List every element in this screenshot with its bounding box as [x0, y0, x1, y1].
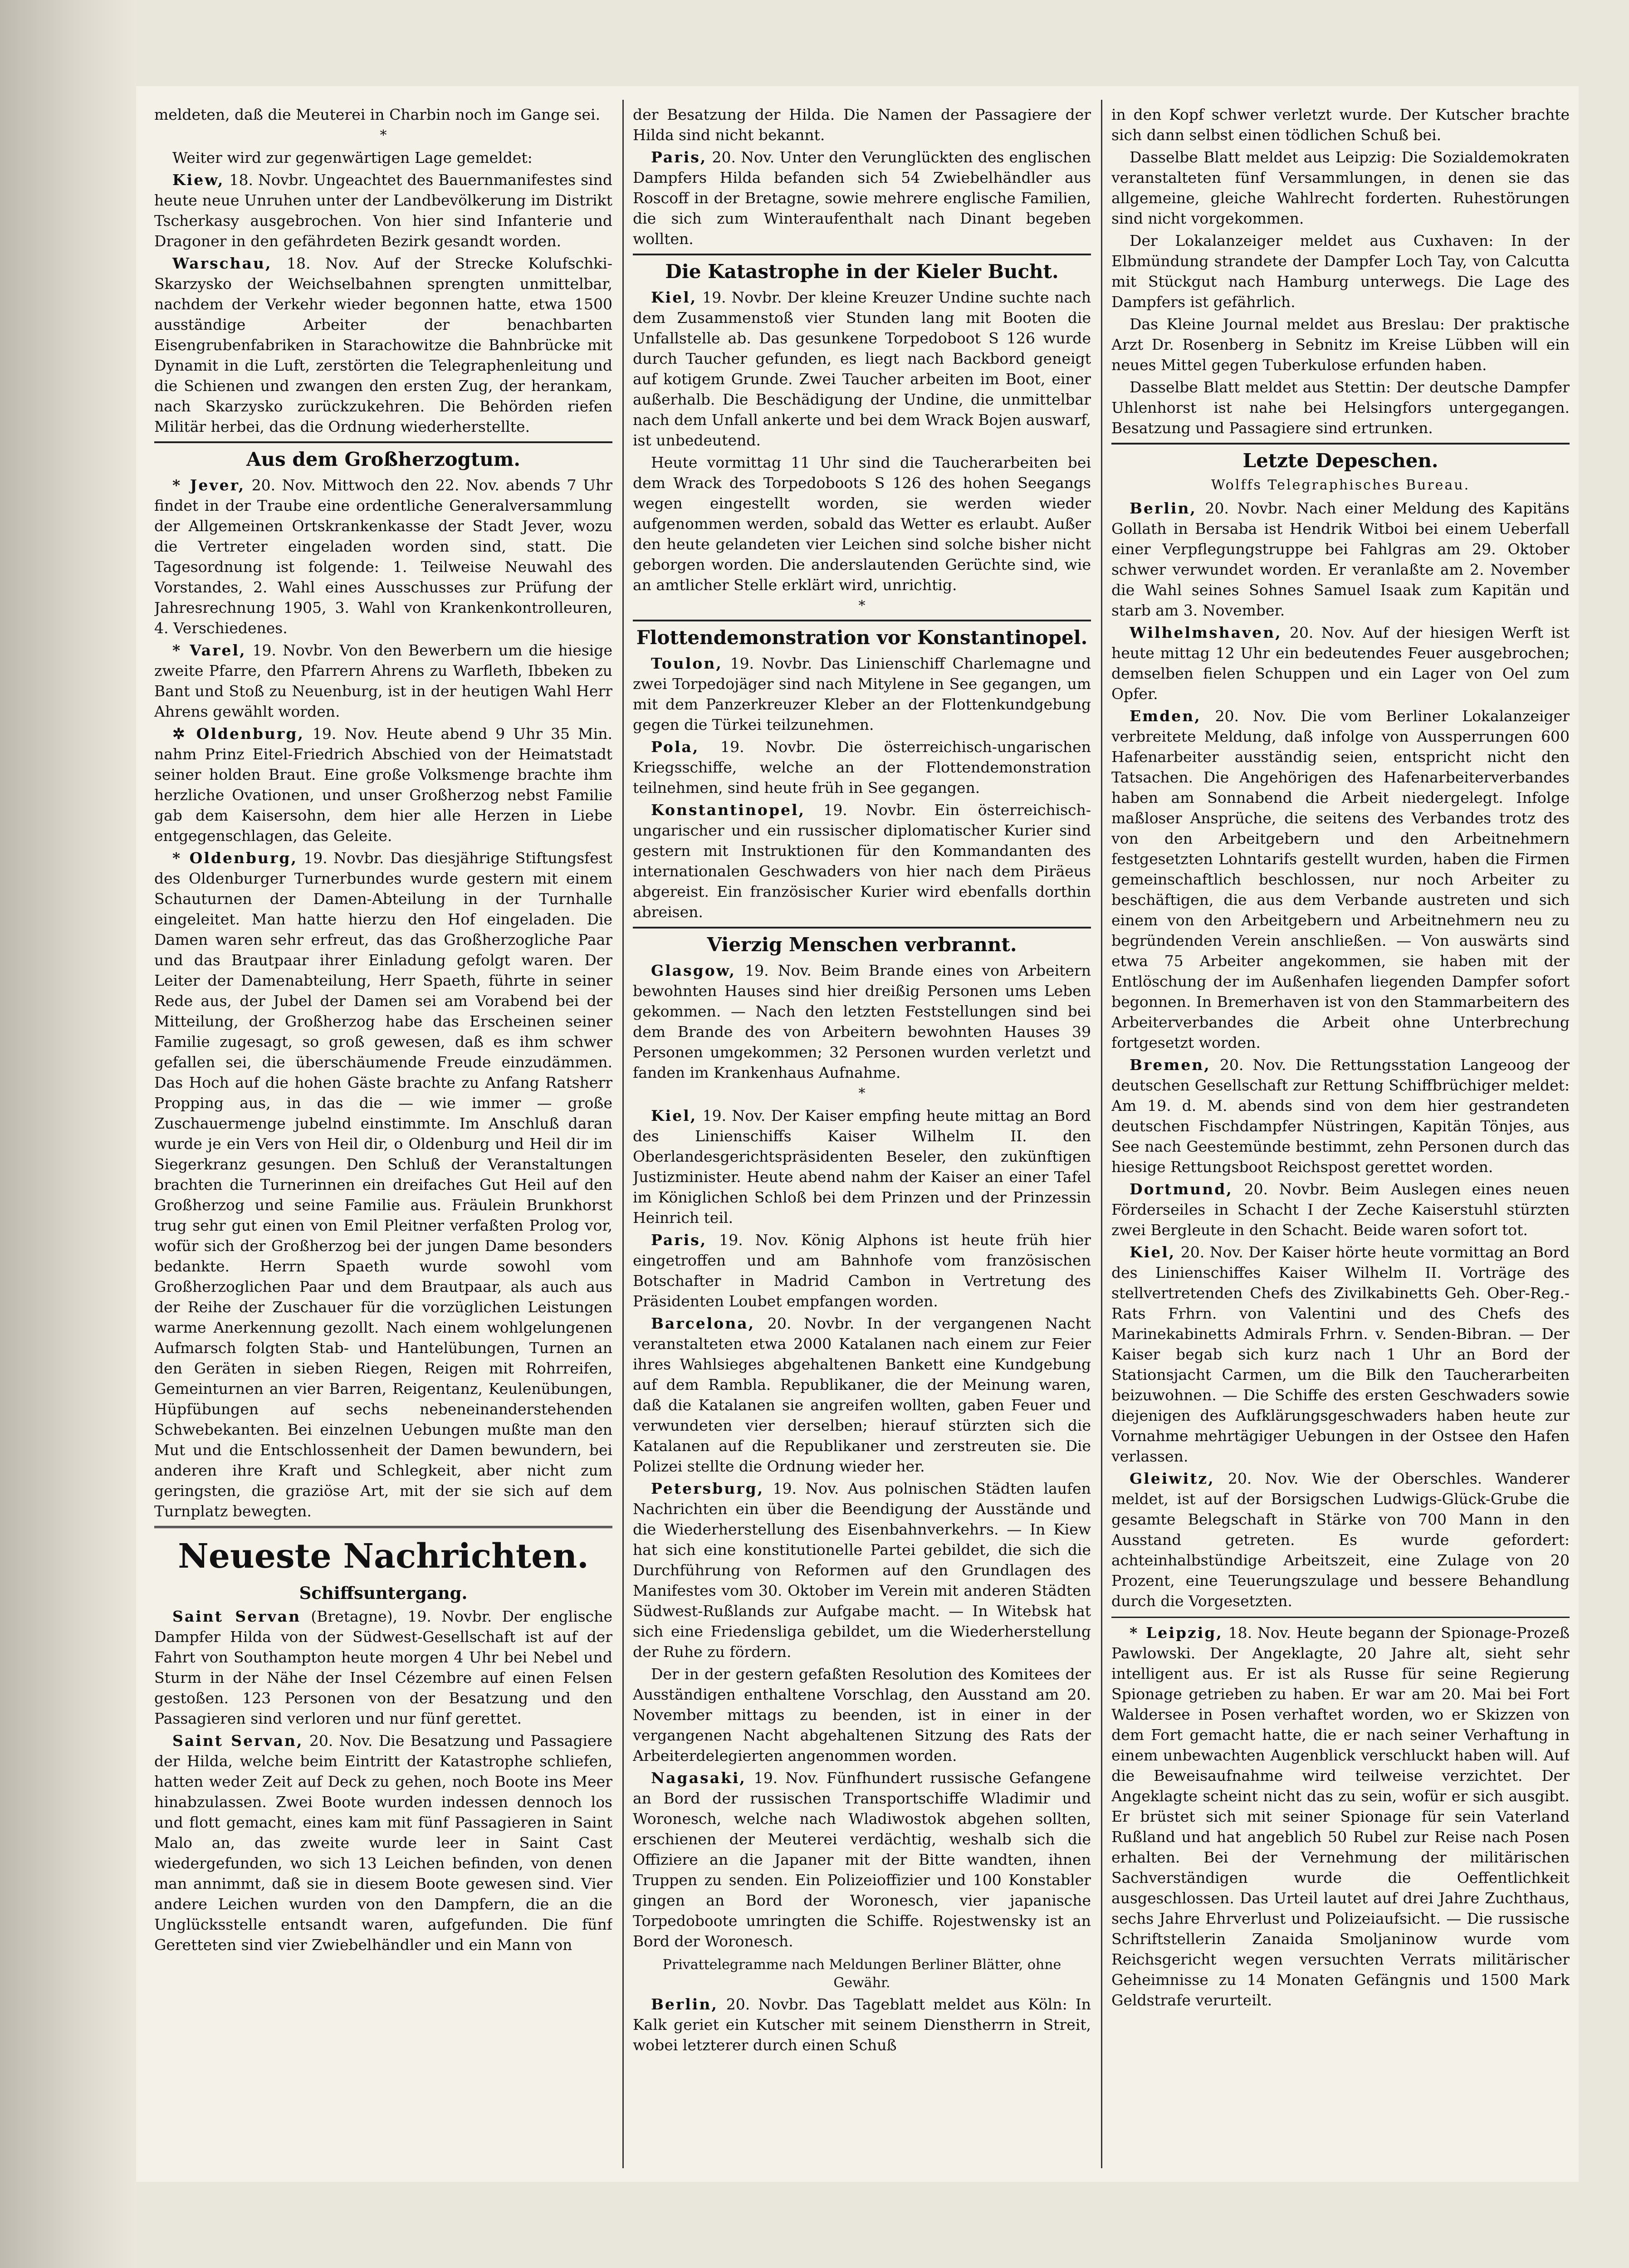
- article: [633, 1994, 1091, 2055]
- newspaper-page: [136, 86, 1579, 2182]
- article: [154, 475, 612, 638]
- article: [633, 1768, 1091, 1951]
- dateline: Glasgow,: [651, 962, 736, 979]
- article-text: 19. Nov. Beim Brande eines von Arbeitern bewohnten Hauses sind hier dreißig Personen ums Leben gekommen. — Nach den letzten Feststellungen sind bei dem Brande des von Arbeitern bewohnten Hauses 39 Personen umgekommen; 32 Personen wurden verletzt und fanden im Krankenhaus Aufnahme.: [633, 962, 1091, 1081]
- dateline: Kiew,: [172, 171, 225, 189]
- dateline: Kiel,: [651, 288, 697, 306]
- article: [1111, 1055, 1570, 1177]
- dateline: Emden,: [1130, 707, 1201, 725]
- article-text: 19. Novbr. Das diesjährige Stiftungsfest des Oldenburger Turnerbundes wurde gestern mit einem Schauturnen der Damen-Abteilung in der Turnhalle eingeleitet. Man hatte hierzu den Hof eingeladen. Die Damen waren sehr erfreut, das das Großherzogliche Paar und das Brautpaar ihrer Einladung gefolgt waren. Der Leiter der Damenabteilung, Herr Spaeth, führte in seiner Rede aus, der Jubel der Damen sei am Vorabend bei der Mitteilung, der Großherzog habe das Erscheinen seiner Familie zugesagt, so groß gewesen, daß es ihm schwer gefallen sei, die überschäumende Freude einzudämmen. Das Hoch auf die hohen Gäste brachte zu Anfang Ratsherr Propping aus, in das die — wie immer — große Zuschauermenge jubelnd einstimmte. Im Anschluß daran wurde je ein Vers von Heil dir, o Oldenburg und Heil dir im Siegerkranz gesungen. Den Schluß der Veranstaltungen brachten die Turnerinnen ein dreifaches Gut Heil auf den Großherzog und seine Familie aus. Fräulein Brunkhorst trug sehr gut einen von Emil Pleitner verfaßten Prolog vor, wofür sich der Großherzog bei der jungen Dame besonders bedankte. Herrn Spaeth wurde sowohl vom Großherzoglichen Paar und dem Brautpaar, als auch aus der Reihe der Zuschauer für die vorzüglichen Leistungen warme Anerkennung gezollt. Nach einem wohlgelungenen Aufmarsch folgten Stab- und Hantelübungen, Turnen an den Geräten in sieben Riegen, Reigen mit Rohrreifen, Gemeinturnen an vier Barren, Reigentanz, Keulenübungen, Hüpfübungen auf sechs nebeneinanderstehenden Schwebekanten. Bei einzelnen Uebungen mußte man den Mut und die Entschlossenheit der Damen bewundern, bei anderen ihre Kraft und Schlegkeit, aber nicht zum geringsten, die graziöse Art, mit der sie sich auf dem Turnplatz bewegten.: [154, 849, 612, 1520]
- article-text: 20. Novbr. Das Tageblatt meldet aus Köln: In Kalk geriet ein Kutscher mit seinem Dienstherrn in Streit, wobei letzterer durch einen Schuß: [633, 1995, 1091, 2054]
- article-text: 20. Nov. Der Kaiser hörte heute vormittag an Bord des Linienschiffes Kaiser Wilhelm II. Vorträge des stellvertretenden Chefs des Zivilkabinetts Geh. Ober-Reg.-Rats Frhrn. von Valentini und des Chefs des Marinekabinetts Admirals Frhrn. v. Senden-Bibran. — Der Kaiser begab sich kurz nach 1 Uhr an Bord der Stationsjacht Carmen, um die Bilk den Taucherarbeiten beizuwohnen. — Die Schiffe des ersten Geschwaders sowie diejenigen des Aufklärungsgeschwaders haben heute zur Vornahme mehrtägiger Uebungen in der Ostsee den Hafen verlassen.: [1111, 1243, 1570, 1465]
- article: [154, 1606, 612, 1729]
- article-text: 19. Nov. König Alphons ist heute früh hier eingetroffen und am Bahnhofe vom französischen Botschafter in Madrid Cambon in Vertretung des Präsidenten Loubet empfangen worden.: [633, 1231, 1091, 1310]
- article-text: 20. Nov. Wie der Oberschles. Wanderer meldet, ist auf der Borsigschen Ludwigs-Glück-Grube die gesamte Belegschaft in Stärke von 700 Mann in den Ausstand getreten. Es wurde gefordert: achteinhalbstündige Arbeitszeit, eine Zulage von 20 Prozent, eine Teuerungszulage und bessere Behandlung durch die Vorgesetzten.: [1111, 1470, 1570, 1610]
- article: [633, 737, 1091, 798]
- dateline: Barcelona,: [651, 1315, 755, 1332]
- article-text: 19. Novbr. Die österreichisch-ungarischen Kriegsschiffe, welche an der Flottendemonstration teilnehmen, sind heute früh in See gegangen.: [633, 738, 1091, 797]
- section-divider: [1111, 1617, 1570, 1618]
- article: [154, 253, 612, 437]
- article-text: 20. Novbr. Nach einer Meldung des Kapitäns Gollath in Bersaba ist Hendrik Witboi bei einem Ueberfall einer Verpflegungstruppe bei Fahlgras am 29. Oktober schwer verwundet worden. Er veranlaßte am 2. November die Wahl seines Sohnes Samuel Isaak zum Kapitän und starb am 3. November.: [1111, 499, 1570, 619]
- section-heading: Vierzig Menschen verbrannt.: [633, 927, 1091, 958]
- article-text: 18. Nov. Auf der Strecke Kolufschki-Skarzysko der Weichselbahnen sprengten unmittelbar, nachdem der Verkehr wieder begonnen hatte, etwa 1500 ausständige Arbeiter der benachbarten Eisengrubenfabriken in Starachowitze die Bahnbrücke mit Dynamit in die Luft, zerstörten die Telegraphenleitung und die Schienen und zwangen den ersten Zug, der herankam, nach Skarzysko zurückzukehren. Die Behörden riefen Militär herbei, das die Ordnung wiederherstellte.: [154, 254, 612, 435]
- dateline: * Varel,: [172, 641, 246, 659]
- dateline: Berlin,: [1130, 499, 1197, 517]
- dateline: Gleiwitz,: [1130, 1470, 1215, 1487]
- paragraph: Der Lokalanzeiger meldet aus Cuxhaven: In der Elbmündung strandete der Dampfer Loch Tay, von Calcutta mit Stückgut nach Hamburg unterwegs. Die Lage des Dampfers ist gefährlich.: [1111, 232, 1570, 311]
- paragraph: in den Kopf schwer verletzt wurde. Der Kutscher brachte sich dann selbst einen tödlichen Schuß bei.: [1111, 106, 1570, 144]
- article-text: 19. Nov. Heute abend 9 Uhr 35 Min. nahm Prinz Eitel-Friedrich Abschied von der Heimatstadt seiner holden Braut. Eine große Volksmenge brachte ihm herzliche Ovationen, und unser Großherzog nebst Familie gab dem Kaisersohn, dem hier alle Herzen in Liebe entgegenschlagen, das Geleite.: [154, 725, 612, 845]
- section-heading: Die Katastrophe in der Kieler Bucht.: [633, 254, 1091, 284]
- article: [633, 960, 1091, 1083]
- dateline: Bremen,: [1130, 1056, 1211, 1074]
- article: [154, 640, 612, 722]
- dateline: Paris,: [651, 148, 707, 166]
- article-text: 20. Nov. Mittwoch den 22. Nov. abends 7 Uhr findet in der Traube eine ordentliche Generalversammlung der Allgemeinen Ortskrankenkasse der Stadt Jever, wozu die Vertreter eingeladen worden sind, statt. Die Tagesordnung ist folgende: 1. Teilweise Neuwahl des Vorstandes, 2. Wahl eines Ausschusses zur Prüfung der Jahresrechnung 1905, 3. Wahl von Krankenkontrolleuren, 4. Verschiedenes.: [154, 476, 612, 637]
- paragraph: Das Kleine Journal meldet aus Breslau: Der praktische Arzt Dr. Rosenberg in Sebnitz im Kreise Lübben will ein neues Mittel gegen Tuberkulose erfunden haben.: [1111, 315, 1570, 374]
- paragraph: meldeten, daß die Meuterei in Charbin noch im Gange sei.: [154, 106, 601, 123]
- column-1: [154, 104, 612, 2164]
- dateline: Paris,: [651, 1231, 707, 1249]
- article-text: 20. Nov. Unter den Verunglückten des englischen Dampfers Hilda befanden sich 54 Zwiebelhändler aus Roscoff in der Bretagne, sowie mehrere englische Familien, die sich zum Winteraufenthalt nach Dinant begeben wollten.: [633, 148, 1091, 248]
- article: [1111, 706, 1570, 1053]
- article: [1111, 622, 1570, 704]
- article: [1111, 1468, 1570, 1611]
- column-rule: [1101, 100, 1102, 2168]
- separator-star: *: [380, 127, 387, 143]
- article: [633, 147, 1091, 249]
- article-text: 19. Novbr. Von den Bewerbern um die hiesige zweite Pfarre, den Pfarrern Ahrens zu Warfleth, Ibbeken zu Bant und Stoß zu Neuenburg, ist in der heutigen Wahl Herr Ahrens gewählt worden.: [154, 641, 612, 720]
- dateline: Saint Servan,: [172, 1732, 303, 1750]
- paragraph: Dasselbe Blatt meldet aus Leipzig: Die Sozialdemokraten veranstalteten fünf Versammlungen, in denen sie das allgemeine, gleiche Wahlrecht forderten. Ruhestörungen sind nicht vorgekommen.: [1111, 148, 1570, 227]
- column-2: [633, 104, 1091, 2164]
- sub-heading: Schiffsuntergang.: [299, 1583, 468, 1603]
- article-text: 20. Nov. Die vom Berliner Lokalanzeiger verbreitete Meldung, daß infolge von Aussperrungen 600 Hafenarbeiter ausständig seien, entspricht nicht den Tatsachen. Die Angehörigen des Hafenarbeiterverbandes haben am Sonnabend die Arbeit niedergelegt. Infolge maßloser Ansprüche, die seitens des Verbandes trotz des von den Arbeitgebern und den Arbeitnehmern festgesetzten Lohntarifs gestellt wurden, haben die Firmen gemeinschaftlich beschlossen, nur noch Arbeiter zu beschäftigen, die aus dem Verbande austreten und sich einem von den Arbeitgebern und Arbeitnehmern neu zu begründenden Verein anschließen. — Von auswärts sind etwa 75 Arbeiter angekommen, sie haben mit der Entlöschung der im Außenhafen liegenden Dampfer sofort begonnen. In Bremerhaven ist von den Stammarbeitern des Arbeiterverbandes die Arbeit ohne Unterbrechung fortgesetzt worden.: [1111, 707, 1570, 1051]
- paragraph: Weiter wird zur gegenwärtigen Lage gemeldet:: [172, 149, 533, 166]
- dateline: Toulon,: [651, 655, 723, 672]
- article: [1111, 1623, 1570, 2010]
- dateline: * Oldenburg,: [172, 849, 298, 867]
- article-text: 19. Nov. Der Kaiser empfing heute mittag an Bord des Linienschiffs Kaiser Wilhelm II. den Oberlandesgerichtspräsidenten Beseler, den zukünftigen Justizminister. Heute abend nahm der Kaiser an einer Tafel im Königlichen Schloß bei dem Prinzen und der Prinzessin Heinrich teil.: [633, 1107, 1091, 1227]
- separator-star: *: [858, 598, 866, 614]
- dateline: Dortmund,: [1130, 1180, 1233, 1198]
- dateline: Nagasaki,: [651, 1769, 746, 1787]
- column-rule: [622, 100, 624, 2168]
- article-text: 20. Nov. Die Besatzung und Passagiere der Hilda, welche beim Eintritt der Katastrophe schliefen, hatten weder Zeit auf Deck zu gehen, noch Boote ins Meer hinabzulassen. Zwei Boote wurden indessen dennoch los und flott gemacht, eines kam mit fünf Passagieren in Saint Malo an, das zweite wurde leer in Saint Cast wiedergefunden, wo sich 13 Leichen befinden, von denen man annimmt, daß sie in diesem Boote gewesen sind. Vier andere Leichen wurden von den Dampfern, die an die Unglücksstelle entsandt waren, aufgefunden. Die fünf Geretteten sind vier Zwiebelhändler und ein Mann von: [154, 1732, 612, 1954]
- article: [1111, 1179, 1570, 1240]
- book-binding: [0, 0, 136, 2268]
- article-text: 20. Nov. Auf der hiesigen Werft ist heute mittag 12 Uhr ein bedeutendes Feuer ausgebrochen; demselben fielen Schuppen und ein Lager von Oel zum Opfer.: [1111, 624, 1570, 703]
- dateline: ✲ Oldenburg,: [172, 725, 304, 743]
- article: [1111, 1242, 1570, 1466]
- article-text: 19. Nov. Aus polnischen Städten laufen Nachrichten ein über die Beendigung der Ausstände und die Wiederherstellung des Eisenbahnverkehrs. — In Kiew hat sich eine konstitutionelle Partei gebildet, die sich die Durchführung von Reformen auf den Grundlagen des Manifestes vom 30. Oktober im Verein mit anderen Städten Südwest-Rußlands zur Aufgabe macht. — In Witebsk hat sich eine Friedensliga gebildet, um die Wiederherstellung der Ruhe zu fördern.: [633, 1480, 1091, 1661]
- dateline: Warschau,: [172, 254, 272, 272]
- article-text: 19. Novbr. Ein österreichisch-ungarischer und ein russischer diplomatischer Kurier sind gestern mit Instruktionen für den Kommandanten des internationalen Geschwaders von hier nach dem Piräeus abgereist. Ein französischer Kurier wird ebenfalls dorthin abreisen.: [633, 801, 1091, 921]
- dateline: Kiel,: [651, 1107, 697, 1124]
- article: [633, 287, 1091, 450]
- section-heading: Flottendemonstration vor Konstantinopel.: [633, 620, 1091, 650]
- article-text: 20. Novbr. In der vergangenen Nacht veranstalteten etwa 2000 Katalanen nach einem zur Feier ihres Wahlsieges abgehaltenen Bankett eine Kundgebung auf dem Rambla. Republikaner, die der Meinung waren, daß die Katalanen sie angreifen wollten, gaben Feuer und verwundeten vier derselben; hierauf stürzten sich die Katalanen auf die Republikaner und zerstreuten sie. Die Polizei stellte die Ordnung wieder her.: [633, 1315, 1091, 1475]
- article-text: 20. Nov. Die Rettungsstation Langeoog der deutschen Gesellschaft zur Rettung Schiffbrüchiger meldet: Am 19. d. M. abends sind von dem hier gestrandeten deutschen Fischdampfer Nüstringen, Kapitän Tönjes, aus See nach Geestemünde bestimmt, zehn Personen durch das hiesige Rettungsboot Reichspost gerettet worden.: [1111, 1056, 1570, 1176]
- paragraph: der Besatzung der Hilda. Die Namen der Passagiere der Hilda sind nicht bekannt.: [633, 106, 1091, 144]
- section-heading: Neueste Nachrichten.: [154, 1526, 612, 1578]
- paragraph: Dasselbe Blatt meldet aus Stettin: Der deutsche Dampfer Uhlenhorst ist nahe bei Helsingfors untergegangen. Besatzung und Passagiere sind ertrunken.: [1111, 378, 1570, 437]
- dateline: Wilhelmshaven,: [1130, 624, 1282, 641]
- dateline: Konstantinopel,: [651, 801, 806, 819]
- article-text: 18. Novbr. Ungeachtet des Bauernmanifestes sind heute neue Unruhen unter der Landbevölkerung im Distrikt Tscherkasy ausgebrochen. Von hier sind Infanterie und Dragoner in den gefährdeten Bezirk gesandt worden.: [154, 171, 612, 250]
- article: [633, 1313, 1091, 1476]
- article: [154, 1730, 612, 1955]
- article: [154, 848, 612, 1521]
- dateline: Berlin,: [651, 1995, 718, 2013]
- article-text: 18. Nov. Heute begann der Spionage-Prozeß Pawlowski. Der Angeklagte, 20 Jahre alt, sieht sehr intelligent aus. Er ist als Russe für seine Regierung Spionage getrieben zu haben. Er war am 20. Mai bei Fort Waldersee in Posen verhaftet worden, wo er Skizzen von dem Fort gemacht hatte, die er nach seiner Verhaftung in einem unbewachten Augenblick verschluckt haben will. Auf die Beweisaufnahme wird teilweise verzichtet. Der Angeklagte scheint nicht das zu sein, wofür er sich ausgibt. Er brüstet sich mit seiner Spionage für sein Vaterland Rußland und hat angeblich 50 Rubel zur Reise nach Posen erhalten. Bei der Vernehmung der militärischen Sachverständigen wurde die Oeffentlichkeit ausgeschlossen. Das Urteil lautet auf drei Jahre Zuchthaus, sechs Jahre Ehrverlust und Polizeiaufsicht. — Die russische Schriftstellerin Zanaida Smoljaninow wurde vom Reichsgericht wegen versuchten Verrats militärischer Geheimnisse zu 14 Monaten Gefängnis und 1500 Mark Geldstrafe verurteilt.: [1111, 1624, 1570, 2009]
- article: [633, 653, 1091, 735]
- article-text: 19. Novbr. Das Linienschiff Charlemagne und zwei Torpedojäger sind nach Mitylene in See gegangen, um mit dem Panzerkreuzer Kleber an der Flottenkundgebung gegen die Türkei teilzunehmen.: [633, 655, 1091, 733]
- separator-star: *: [858, 1085, 866, 1101]
- paragraph: Der in der gestern gefaßten Resolution des Komitees der Ausständigen enthaltene Vorschlag, den Ausstand am 20. November mittags zu beenden, ist in einer in der vergangenen Nacht abgehaltenen Sitzung des Rats der Arbeiterdelegierten angenommen worden.: [633, 1665, 1091, 1765]
- article: [633, 1105, 1091, 1228]
- section-heading: Aus dem Großherzogtum.: [154, 441, 612, 472]
- section-heading: Letzte Depeschen.: [1111, 443, 1570, 474]
- article-text: 20. Novbr. Beim Auslegen eines neuen Förderseiles in Schacht I der Zeche Kaiserstuhl stürzten zwei Bergleute in den Schacht. Beide waren sofort tot.: [1111, 1180, 1570, 1239]
- article: [154, 170, 612, 251]
- source-note: Privattelegramme nach Meldungen Berliner Blätter, ohne Gewähr.: [662, 1957, 1062, 1991]
- dateline: * Jever,: [172, 476, 245, 494]
- article-text: 19. Novbr. Der kleine Kreuzer Undine suchte nach dem Zusammenstoß vier Stunden lang mit Booten die Unfallstelle ab. Das gesunkene Torpedoboot S 126 wurde durch Taucher gefunden, es liegt nach Backbord geneigt auf kotigem Grunde. Zwei Taucher arbeiten im Boot, einer außerhalb. Die Beschädigung der Undine, die unmittelbar nach dem Unfall ankerte und bei dem Wrack Bojen auswarf, ist unbedeutend.: [633, 288, 1091, 449]
- article-text: 19. Nov. Fünfhundert russische Gefangene an Bord der russischen Transportschiffe Wladimir und Woronesch, welche nach Wladiwostok abgehen sollten, erschienen der Meuterei verdächtig, weshalb sich die Offiziere an die Japaner mit der Bitte wandten, ihnen Truppen zu senden. Ein Polizeioffizier und 100 Konstabler gingen an Bord der Woronesch, vier japanische Torpedoboote umringten die Schiffe. Rojestwensky ist an Bord der Woronesch.: [633, 1769, 1091, 1950]
- column-3: [1111, 104, 1570, 2164]
- article: [633, 1478, 1091, 1662]
- article: [633, 1230, 1091, 1311]
- dateline: * Leipzig,: [1130, 1624, 1223, 1642]
- dateline: Saint Servan: [172, 1608, 301, 1625]
- article: [154, 723, 612, 846]
- dateline: Kiel,: [1130, 1243, 1176, 1261]
- article-text: (Bretagne), 19. Novbr. Der englische Dampfer Hilda von der Südwest-Gesellschaft ist auf der Fahrt von Southampton heute morgen 4 Uhr bei Nebel und Sturm in der Nähe der Insel Cézembre auf einen Felsen gestoßen. 123 Personen von der Besatzung und den Passagieren sind verloren und nur fünf gerettet.: [154, 1608, 612, 1727]
- dateline: Petersburg,: [651, 1480, 764, 1497]
- dateline: Pola,: [651, 738, 700, 756]
- article: [1111, 498, 1570, 621]
- paragraph: Heute vormittag 11 Uhr sind die Taucherarbeiten bei dem Wrack des Torpedoboots S 126 des hohen Seegangs wegen eingestellt worden, sie werden wieder aufgenommen werden, sobald das Wetter es erlaubt. Außer den heute gelandeten vier Leichen sind solche bisher nicht geborgen worden. Die anderslautenden Gerüchte sind, wie an amtlicher Stelle erklärt wird, unrichtig.: [633, 454, 1091, 594]
- sub-heading: Wolffs Telegraphisches Bureau.: [1211, 477, 1470, 493]
- article: [633, 800, 1091, 922]
